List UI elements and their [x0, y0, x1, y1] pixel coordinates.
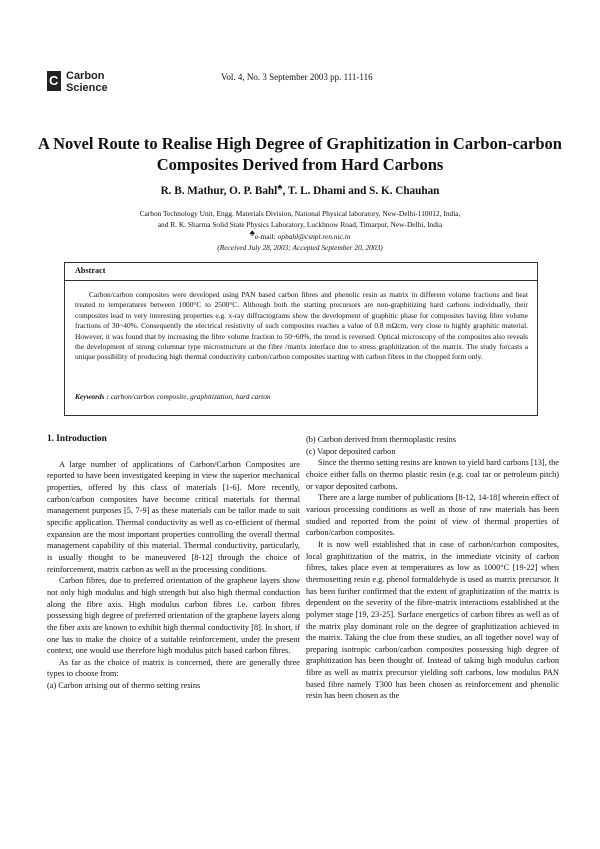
- abstract-divider: [65, 280, 537, 281]
- abstract-text: Carbon/carbon composites were developed using PAN based carbon fibres and phenolic resin as matrix in different volume fractions and heat treated to temperatures between 1000°C to 2500°C. Although both the starting precursors are non-graphitizing hard carbons individually, their composites lead to very interesting properties e.g. x-ray diffractograms show the development of graphitic phase for composites having fibre volume fractions of 30~40%. Consequently the electrical resistivity of such composites reaches a value of 0.8 mΩcm, very close to highly graphitic material. However, it was found that by increasing the fibre volume fraction to 50~60%, the trend is reversed. Optical microscopy of the composites also reveals the development of strong columnar type microstructure at the fibre /matrix interface due to stress graphitization of the matrix. The study forcasts a unique possibility of producing high thermal conductivity carbon/carbon composites starting with carbon fibres in the chopped form only.: [75, 290, 528, 362]
- intro-paragraph-1: A large number of applications of Carbon/Carbon Composites are reported to have been investigated keeping in view the superior mechanical properties, offered by this class of materials [1-6]. More recently, carbon/carbon composites have become critical materials for thermal management purposes [5, 7-9] as these materials can be tailor made to suit specific application. Thermal conductivity as well as co-efficient of thermal expansion are the most important properties controlling the overall thermal management capability of this material. Thermal conductivity, particularly, is usually thought to be maneuvered [8-12] through the choice of reinforcement, matrix carbon as well as the processing conditions.: [47, 459, 300, 574]
- affiliation: [30, 208, 570, 253]
- keywords-text: carbon/carbon composite, graphitization, hard carton: [110, 392, 271, 401]
- list-item-c: (c) Vapor deposited carbon: [306, 446, 396, 456]
- list-item-a: (a) Carbon arising out of thermo setting resins: [47, 681, 201, 691]
- keywords-label: Keywords :: [75, 392, 109, 401]
- authors-part1: R. B. Mathur, O. P. Bahl: [160, 185, 278, 197]
- author-list: [30, 182, 570, 197]
- journal-name: [66, 70, 108, 94]
- email-mark: ♣: [249, 228, 255, 238]
- intro-paragraph-3: As far as the choice of matrix is concerned, there are generally three types to choose from:: [47, 657, 300, 679]
- intro-paragraph-6: It is now well established that in case of carbon/carbon composites, local graphitization of the matrix, in the immediate vicinity of carbon fibres, takes place even at temperatures as low as 1000°C [19-22] when thermosetting resin e.g. phenol formaldehyde is used as matrix precursor. It has been further confirmed that the extent of graphitization of the matrix is dependent on the severity of the fibre-matrix interactions established at the polymer stage [19, 23-25]. Surface energetics of carbon fibres as well as of the matrix play dominant role on the degree of graphitization achieved in the matrix. Taking the clue from these studies, an all together novel way of preparing isotropic carbon/carbon composites possessing high degree of graphitization has been thought of. Instead of taking high modulus carbon fibre as well as matrix precursor yielding soft carbons, low modulus PAN based fibre namely T300 has been chosen as reinforcement and phenolic resin has been chosen as the: [306, 539, 559, 701]
- email-line: [30, 228, 570, 242]
- list-item-b: (b) Carbon derived from thermoplastic resins: [306, 435, 456, 444]
- left-column: [47, 434, 300, 692]
- affiliation-line2: and R. K. Sharma Solid State Physics Laboratory, Luckhnow Road, Timarpur, New-Delhi, India: [157, 220, 443, 230]
- intro-paragraph-2: Carbon fibres, due to preferred orientation of the graphene layers show not only high modulus and high strength but also high thermal conduction along the fibre axis. High modulus carbon fibres i.e. carbon fibres possessing high degree of preferred orientation of the graphene layers along the fiber axis are known to exhibit high thermal conductivity [8]. In short, if one has to make the choice of a suitable reinforcement, under the present context, one would use therefore high modulus pitch based carbon fibres.: [47, 576, 300, 656]
- journal-name-line2: Science: [66, 82, 108, 94]
- journal-logo-icon: [47, 71, 61, 91]
- email-prefix: e-mail:: [254, 231, 278, 241]
- intro-paragraph-5: There are a large number of publications [8-12, 14-18] wherein effect of various processing conditions as well as those of raw materials has been studied and reported from the point of view of thermal properties of carbon/carbon composites.: [306, 493, 559, 538]
- received-dates: (Received July 28, 2003; Accepted September 20, 2003): [217, 242, 383, 252]
- email-address: opbahl@csnpl.ren.nic.in: [277, 231, 351, 241]
- authors-part2: , T. L. Dhami and S. K. Chauhan: [282, 185, 440, 197]
- affiliation-line1: Carbon Technology Unit, Engg. Materials Division, National Physical laboratory, New-Delhi-110012, India,: [139, 209, 461, 218]
- journal-name-line1: Carbon: [66, 70, 105, 82]
- keywords: [75, 392, 271, 401]
- volume-info: Vol. 4, No. 3 September 2003 pp. 111-116: [221, 72, 373, 82]
- corresponding-author-mark: ♣: [277, 182, 283, 192]
- paper-title: A Novel Route to Realise High Degree of Graphitization in Carbon-carbon Composites Derived from Hard Carbons: [38, 134, 562, 174]
- section-heading-introduction: 1. Introduction: [47, 434, 107, 444]
- abstract-heading: Abstract: [75, 266, 106, 275]
- abstract-box: [64, 262, 538, 416]
- intro-paragraph-4: Since the thermo setting resins are known to yield hard carbons [13], the choice either falls on thermo plastic resin (e.g. coal tar or petroleum pitch) or vapor deposited carbons.: [306, 458, 559, 491]
- right-column: [306, 434, 559, 702]
